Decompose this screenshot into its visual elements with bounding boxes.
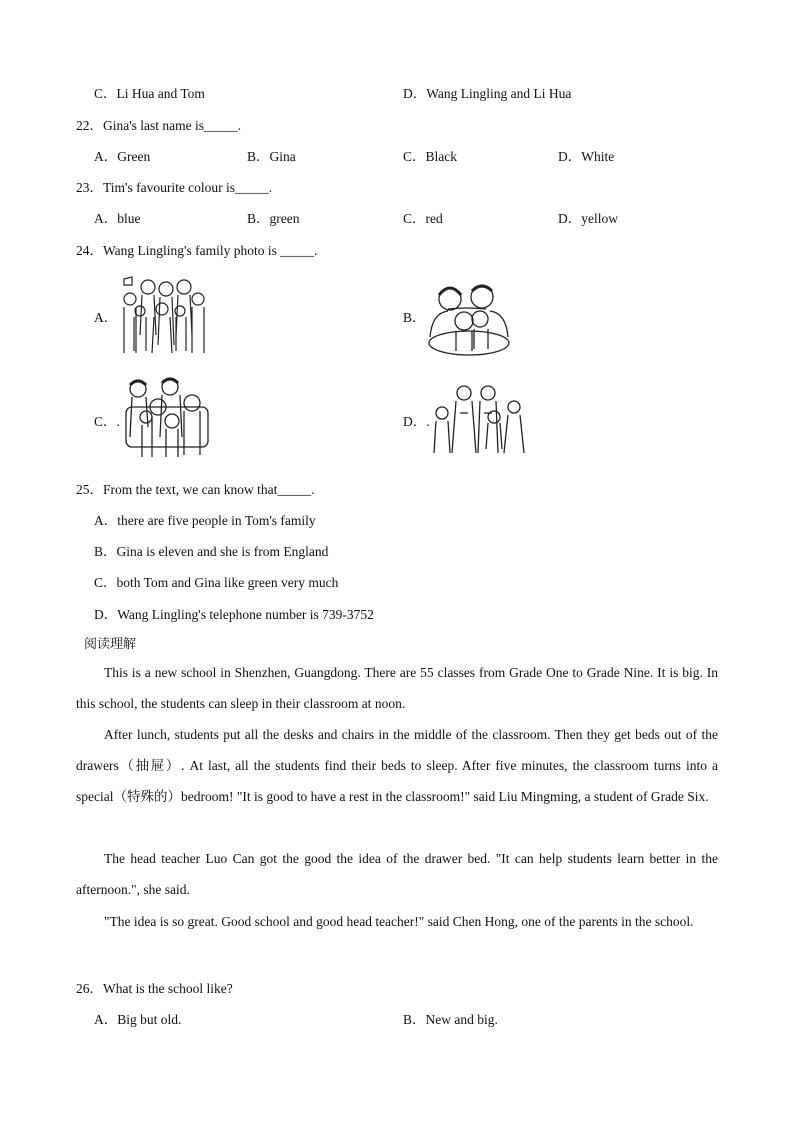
reading-paragraph-1: This is a new school in Shenzhen, Guangdong. There are 55 classes from Grade One to Grade Nine. It is big. In this school, the students can sleep in their classroom at noon. [76, 665, 718, 711]
q23-option-a[interactable]: A．blue [94, 211, 141, 226]
q21-option-d[interactable]: D．Wang Lingling and Li Hua [403, 86, 572, 101]
q24-stem: 24．Wang Lingling's family photo is _____. [76, 243, 318, 258]
q24-option-b[interactable]: B． [403, 310, 426, 325]
q22-option-a[interactable]: A．Green [94, 149, 151, 164]
q25-option-d[interactable]: D．Wang Lingling's telephone number is 739-3752 [94, 607, 374, 622]
q26-stem: 26．What is the school like? [76, 981, 233, 996]
q24-option-a[interactable]: A． [94, 310, 118, 325]
section-title: 阅读理解 [84, 637, 137, 652]
family-photo-a-image[interactable] [118, 275, 208, 355]
q22-option-d[interactable]: D．White [558, 149, 615, 164]
reading-paragraph-3: The head teacher Luo Can got the good the idea of the drawer bed. "It can help students learn better in the afternoon.", she said. [76, 851, 718, 897]
q23-option-c[interactable]: C．red [403, 211, 443, 226]
q22-stem: 22．Gina's last name is_____. [76, 118, 242, 133]
q21-option-c[interactable]: C．Li Hua and Tom [94, 86, 205, 101]
q26-option-a[interactable]: A．Big but old. [94, 1012, 182, 1027]
family-photo-b-image[interactable] [426, 277, 512, 357]
q22-option-c[interactable]: C．Black [403, 149, 457, 164]
family-photo-d-image[interactable] [428, 383, 530, 455]
q23-option-b[interactable]: B．green [247, 211, 300, 226]
q25-option-b[interactable]: B．Gina is eleven and she is from England [94, 544, 329, 559]
q25-stem: 25．From the text, we can know that_____. [76, 482, 315, 497]
q24-option-c[interactable]: C．. [94, 414, 120, 429]
q23-stem: 23．Tim's favourite colour is_____. [76, 180, 273, 195]
q24-option-d[interactable]: D．. [403, 414, 430, 429]
q25-option-c[interactable]: C．both Tom and Gina like green very much [94, 575, 339, 590]
q22-option-b[interactable]: B．Gina [247, 149, 296, 164]
family-photo-c-image[interactable] [122, 377, 212, 459]
q23-option-d[interactable]: D．yellow [558, 211, 618, 226]
q26-option-b[interactable]: B．New and big. [403, 1012, 498, 1027]
reading-paragraph-4: "The idea is so great. Good school and good head teacher!" said Chen Hong, one of the parents in the school. [104, 914, 694, 929]
reading-paragraph-2: After lunch, students put all the desks and chairs in the middle of the classroom. Then they get beds out of the drawers（抽屉）. At last, all the students find their beds to sleep. After five minutes, the classroom turns into a special（特殊的）bedroom! "It is good to have a rest in the classroom!" said Liu Mingming, a student of Grade Six. [76, 727, 718, 804]
q25-option-a[interactable]: A．there are five people in Tom's family [94, 513, 316, 528]
